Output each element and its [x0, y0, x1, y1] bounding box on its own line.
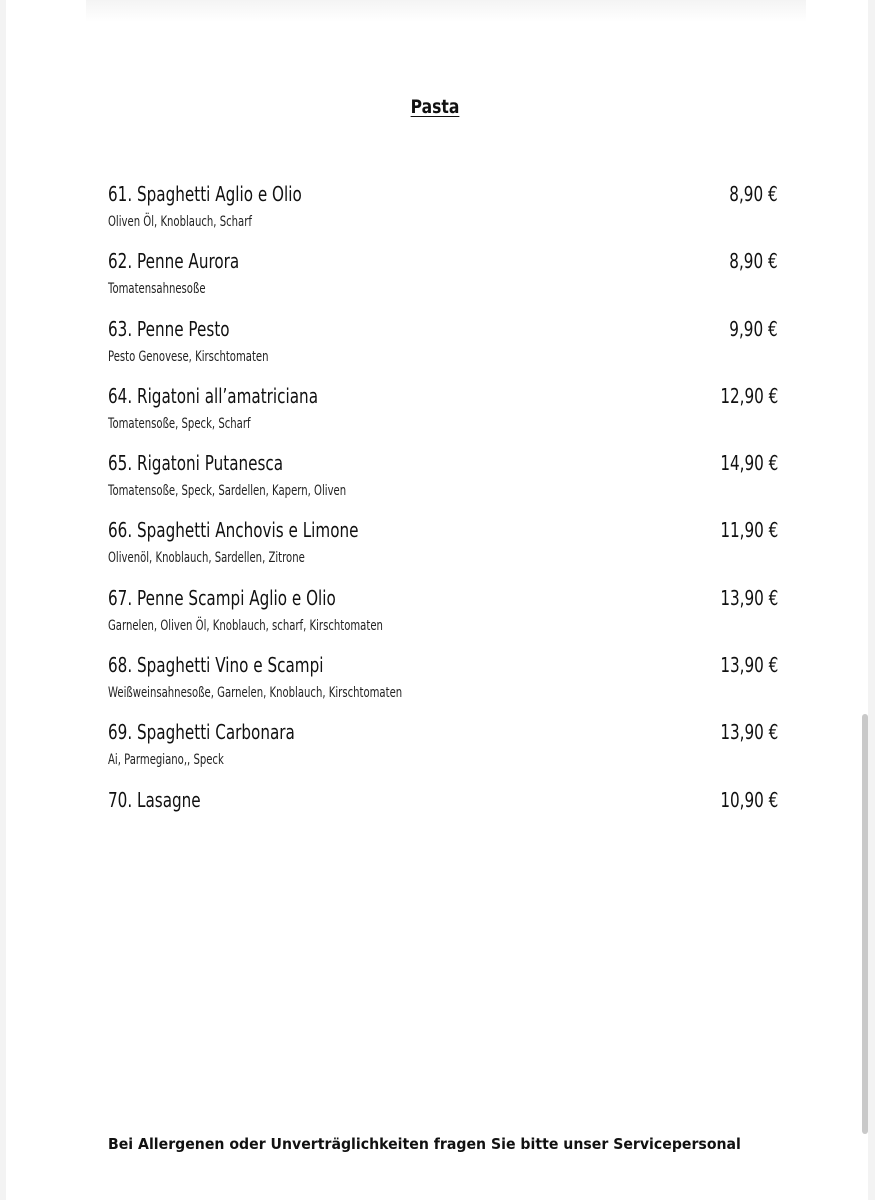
top-shadow-band: [86, 0, 806, 22]
menu-item: [108, 384, 778, 451]
item-price: 10,90 €: [719, 787, 778, 812]
item-price: 13,90 €: [719, 720, 778, 745]
item-description: Ai, Parmegiano,, Speck: [108, 752, 224, 769]
menu-item: [108, 788, 778, 855]
menu-item: [108, 518, 778, 585]
item-price: 11,90 €: [719, 518, 778, 543]
menu-item: [108, 182, 778, 249]
item-description: Tomatensahnesoße: [108, 281, 206, 298]
item-price: 8,90 €: [729, 249, 778, 274]
allergen-note: Bei Allergenen oder Unverträglichkeiten fragen Sie bitte unser Servicepersonal: [108, 1135, 741, 1153]
item-description: Garnelen, Oliven Öl, Knoblauch, scharf, Kirschtomaten: [108, 617, 383, 634]
item-description: Tomatensoße, Speck, Scharf: [108, 415, 251, 432]
item-price: 14,90 €: [719, 451, 778, 476]
scrollbar-thumb[interactable]: [862, 714, 868, 1134]
menu-item: [108, 317, 778, 384]
item-name: 68. Spaghetti Vino e Scampi: [108, 653, 324, 678]
pasta-menu-list: [108, 182, 778, 855]
item-name: 65. Rigatoni Putanesca: [108, 451, 284, 476]
menu-item: [108, 720, 778, 787]
item-name: 63. Penne Pesto: [108, 316, 230, 341]
item-name: 69. Spaghetti Carbonara: [108, 720, 295, 745]
item-description: Tomatensoße, Speck, Sardellen, Kapern, Oliven: [108, 483, 347, 500]
item-name: 70. Lasagne: [108, 787, 201, 812]
item-name: 64. Rigatoni all’amatriciana: [108, 383, 319, 408]
item-price: 8,90 €: [729, 182, 778, 206]
item-price: 12,90 €: [719, 383, 778, 408]
item-name: 62. Penne Aurora: [108, 249, 240, 274]
item-description: Pesto Genovese, Kirschtomaten: [108, 348, 269, 365]
item-description: Olivenöl, Knoblauch, Sardellen, Zitrone: [108, 550, 305, 567]
item-price: 13,90 €: [719, 653, 778, 678]
page-title: Pasta: [410, 96, 460, 118]
item-name: 66. Spaghetti Anchovis e Limone: [108, 518, 359, 543]
menu-item: [108, 653, 778, 720]
item-price: 9,90 €: [729, 316, 778, 341]
item-name: 67. Penne Scampi Aglio e Olio: [108, 585, 336, 610]
item-description: Weißweinsahnesoße, Garnelen, Knoblauch, Kirschtomaten: [108, 685, 403, 702]
menu-item: [108, 249, 778, 316]
item-description: Oliven Öl, Knoblauch, Scharf: [108, 214, 252, 230]
menu-item: [108, 586, 778, 653]
menu-item: [108, 451, 778, 518]
item-price: 13,90 €: [719, 585, 778, 610]
item-name: 61. Spaghetti Aglio e Olio: [108, 182, 302, 206]
